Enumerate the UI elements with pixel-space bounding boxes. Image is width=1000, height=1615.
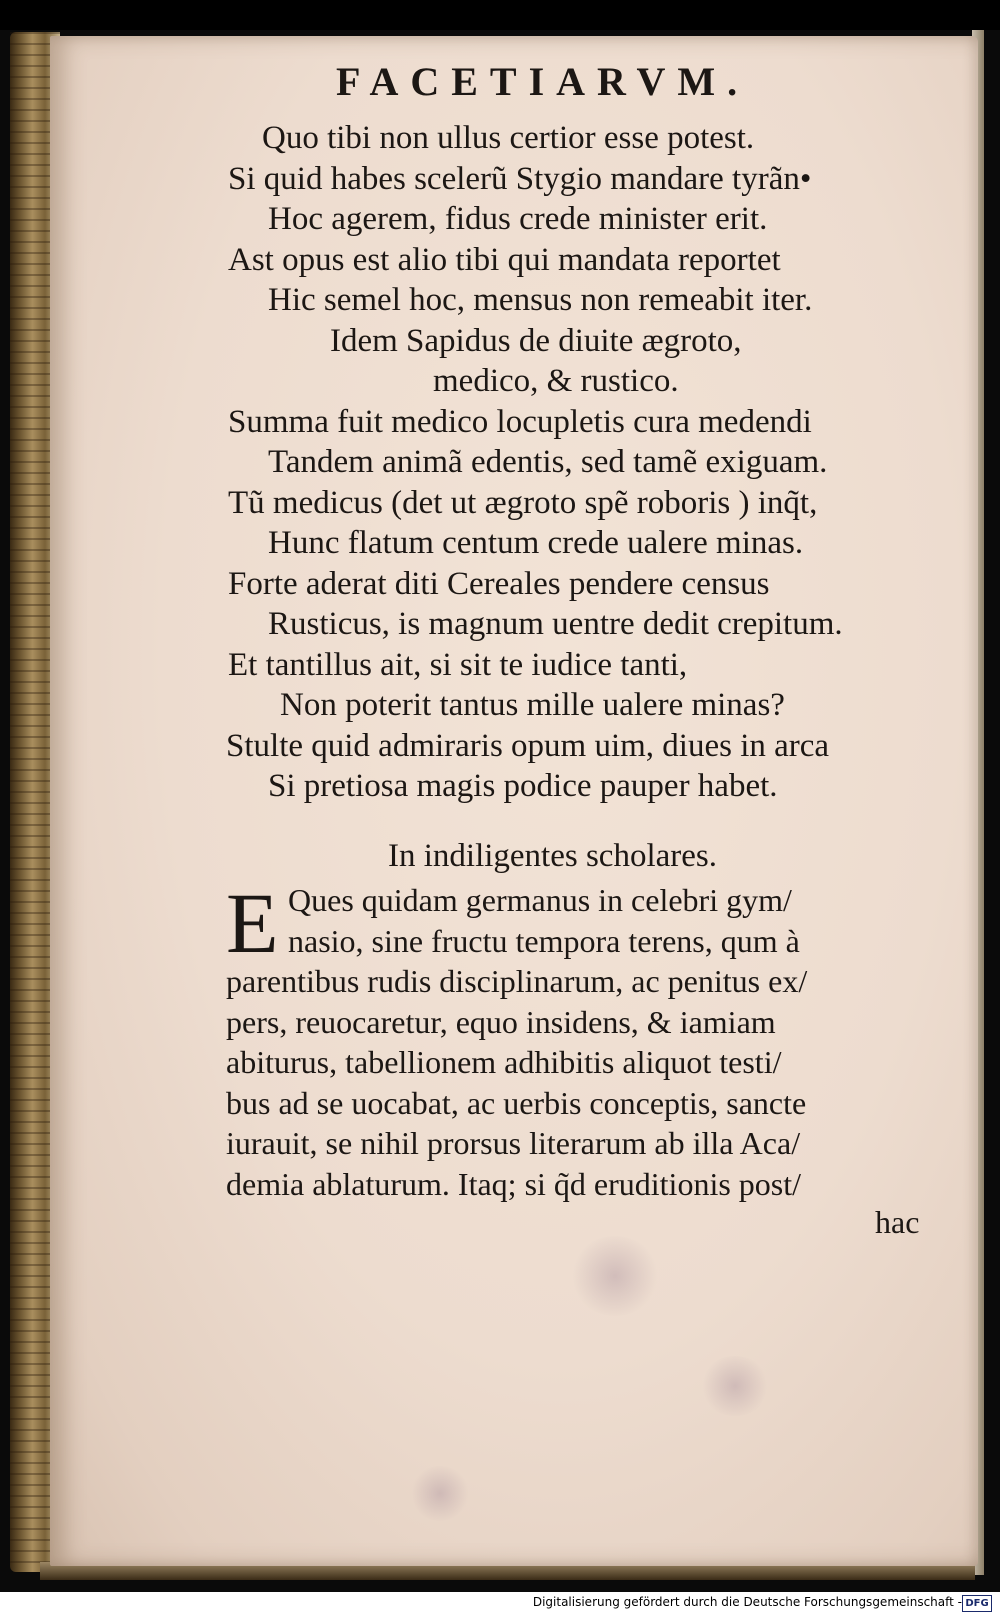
verse-line: Si quid habes scelerũ Stygio mandare tyrãn•: [228, 160, 812, 197]
prose-line: nasio, sine fructu tempora terens, qum à: [288, 922, 800, 959]
funding-credit: Digitalisierung gefördert durch die Deutsche Forschungsgemeinschaft -: [532, 1595, 962, 1609]
verse-line: Si pretiosa magis podice pauper habet.: [268, 768, 778, 804]
verse-line: Tandem animã edentis, sed tamẽ exiguam.: [268, 444, 828, 480]
verse-line: Non poterit tantus mille ualere minas?: [280, 687, 785, 723]
verse-line: Ast opus est alio tibi qui mandata reportet: [228, 241, 781, 278]
paper-stain: [410, 1466, 470, 1521]
drop-initial: E: [226, 875, 279, 971]
prose-block: [226, 875, 936, 1204]
verse-subheading: Idem Sapidus de diuite ægroto,: [330, 322, 742, 359]
prose-line: pers, reuocaretur, equo insidens, & iamiam: [226, 1003, 776, 1040]
running-title: FACETIARVM.: [336, 59, 750, 104]
catchword: hac: [875, 1204, 920, 1240]
dfg-logo: DFG: [962, 1595, 992, 1612]
verse-line: Forte aderat diti Cereales pendere census: [228, 565, 770, 602]
footer: [0, 1592, 1000, 1615]
verse-line: Stulte quid admiraris opum uim, diues in arca: [226, 727, 830, 764]
verse-line: Hic semel hoc, mensus non remeabit iter.: [268, 282, 813, 318]
prose-line: bus ad se uocabat, ac uerbis conceptis, sancte: [226, 1084, 807, 1121]
prose-line: iurauit, se nihil prorsus literarum ab illa Aca/: [226, 1125, 801, 1161]
verse-line: Hunc flatum centum crede ualere minas.: [268, 525, 804, 561]
verse-line: Tũ medicus (det ut ægroto spẽ roboris ) inq̃t,: [228, 484, 818, 521]
verse-line: Quo tibi non ullus certior esse potest.: [262, 120, 755, 156]
verse-block: [0, 118, 1000, 807]
prose-line: abiturus, tabellionem adhibitis aliquot testi/: [226, 1044, 782, 1080]
verse-line: Rusticus, is magnum uentre dedit crepitum.: [268, 606, 843, 642]
verse-subheading: medico, & rustico.: [433, 363, 679, 399]
verse-line: Hoc agerem, fidus crede minister erit.: [268, 201, 768, 237]
scan-top-border: [0, 0, 1000, 30]
section-title: In indiligentes scholares.: [388, 838, 718, 874]
prose-line: demia ablaturum. Itaq; si q̃d eruditionis post/: [226, 1165, 802, 1202]
prose-line: Ques quidam germanus in celebri gym/: [288, 882, 792, 918]
verse-line: Summa fuit medico locupletis cura medendi: [228, 403, 812, 440]
prose-line: parentibus rudis disciplinarum, ac penitus ex/: [226, 963, 808, 999]
paper-stain: [570, 1236, 660, 1316]
verse-line: Et tantillus ait, si sit te iudice tanti,: [228, 646, 688, 683]
paper-stain: [700, 1356, 770, 1416]
